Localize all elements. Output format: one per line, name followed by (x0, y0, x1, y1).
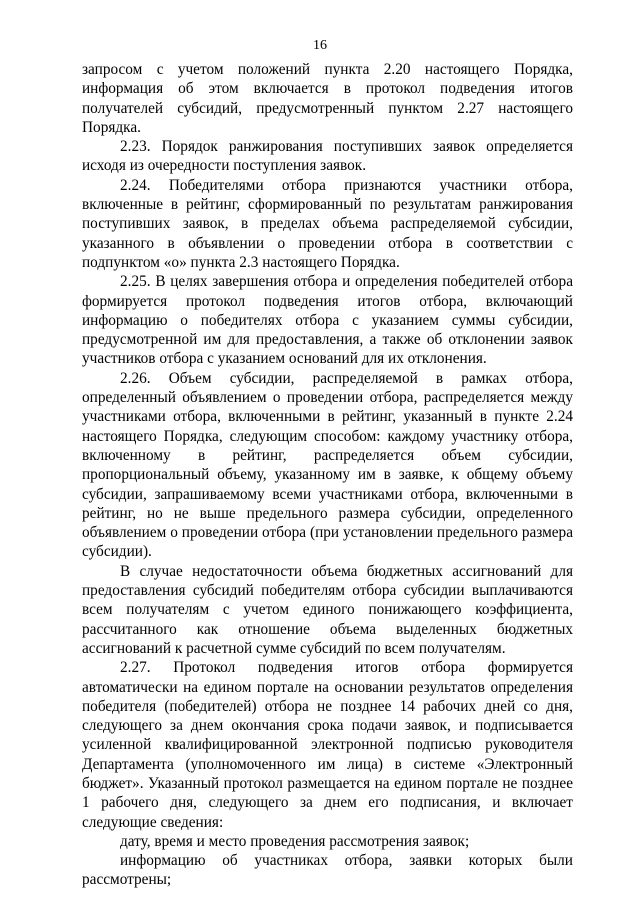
document-body (82, 60, 573, 890)
page-number: 16 (313, 38, 327, 53)
paragraph-2-24: 2.24. Победителями отбора признаются участники отбора, включенные в рейтинг, сформированный по результатам ранжирования поступивших заявок, в пределах объема распределяемой субсидии, указанного в объявлении о проведении отбора в соответствии с подпунктом «о» пункта 2.3 настоящего Порядка. (82, 176, 573, 271)
list-item-participants-info: информацию об участниках отбора, заявки которых были рассмотрены; (82, 852, 573, 889)
paragraph-2-23: 2.23. Порядок ранжирования поступивших заявок определяется исходя из очередности поступления заявок. (82, 138, 573, 175)
paragraph-2-25: 2.25. В целях завершения отбора и определения победителей отбора формируется протокол подведения итогов отбора, включающий информацию о победителях отбора с указанием суммы субсидии, предусмотренной им для предоставления, а также об отклонении заявок участников отбора с указанием оснований для их отклонения. (82, 273, 573, 368)
paragraph-2-27: 2.27. Протокол подведения итогов отбора формируется автоматически на едином портале на основании результатов определения победителя (победителей) отбора не позднее 14 рабочих дней со дня, следующего за днем окончания срока подачи заявок, и подписывается усиленной квалифицированной электронной подписью руководителя Департамента (уполномоченного им лица) в системе «Электронный бюджет». Указанный протокол размещается на едином портале не позднее 1 рабочего дня, следующего за днем его подписания, и включает следующие сведения: (82, 659, 573, 831)
paragraph-continuation: запросом с учетом положений пункта 2.20 настоящего Порядка, информация об этом включается в протокол подведения итогов получателей субсидий, предусмотренный пунктом 2.27 настоящего Порядка. (82, 61, 573, 136)
paragraph-insufficiency: В случае недостаточности объема бюджетных ассигнований для предоставления субсидий победителям отбора субсидии выплачиваются всем получателям с учетом единого понижающего коэффициента, рассчитанного как отношение объема выделенных бюджетных ассигнований к расчетной сумме субсидий по всем получателям. (82, 562, 573, 657)
paragraph-2-26: 2.26. Объем субсидии, распределяемой в рамках отбора, определенный объявлением о проведении отбора, распределяется между участниками отбора, включенными в рейтинг, указанный в пункте 2.24 настоящего Порядка, следующим способом: каждому участнику отбора, включенному в рейтинг, распределяется объем субсидии, пропорциональный объему, указанному им в заявке, к общему объему субсидии, запрашиваемому всеми участниками отбора, включенными в рейтинг, но не выше предельного размера субсидии, определенного объявлением о проведении отбора (при установлении предельного размера субсидии). (82, 369, 573, 561)
list-item-date-time-place: дату, время и место проведения рассмотрения заявок; (120, 832, 470, 850)
